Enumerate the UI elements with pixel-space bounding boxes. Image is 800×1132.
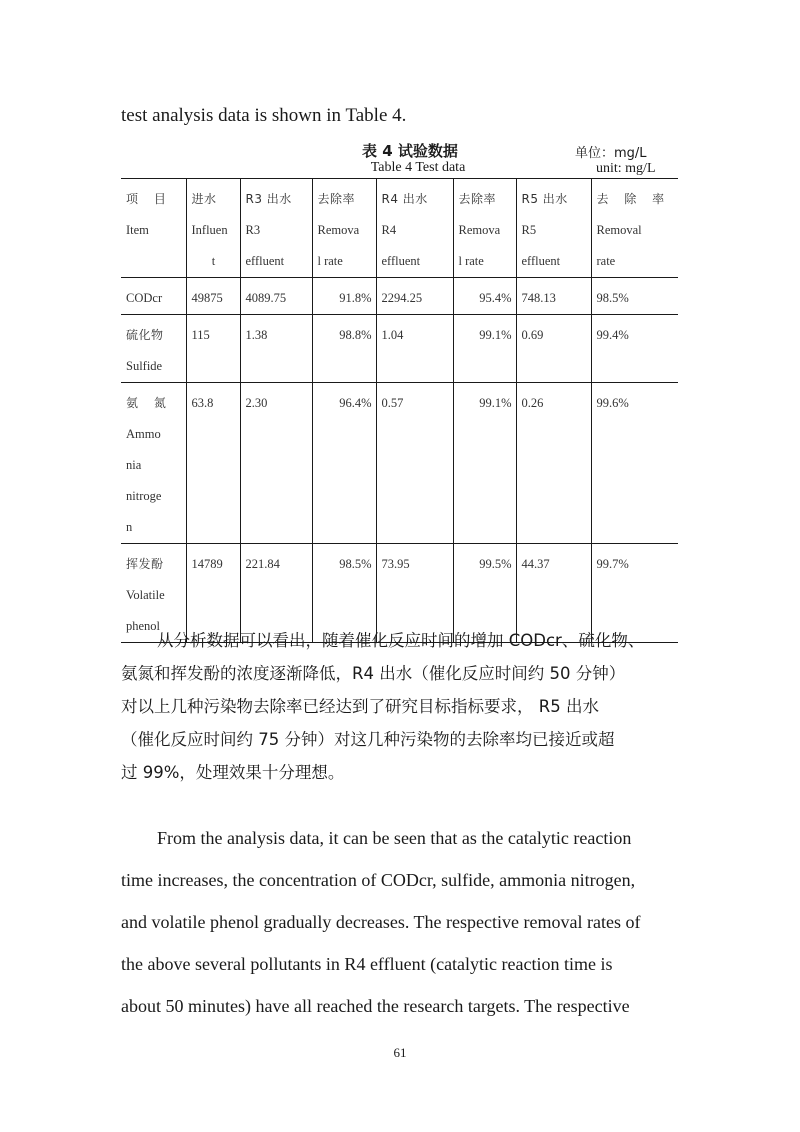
row-item-cell	[121, 315, 186, 383]
table-row	[121, 383, 678, 544]
table-cell: 98.8%	[312, 315, 376, 383]
header-text: rate	[596, 254, 616, 268]
header-text: Remova	[458, 223, 501, 237]
paragraph-line-text: 从分析数据可以看出，随着催化反应时间的增加 CODcr、硫化物、	[157, 631, 645, 650]
paragraph-line: time increases, the concentration of CODcr, sulfide, ammonia nitrogen,	[121, 870, 636, 890]
header-text: 进水	[191, 192, 217, 206]
table-cell: 95.4%	[453, 278, 516, 315]
header-text: effluent	[521, 254, 561, 268]
row-item-text: phenol	[126, 619, 161, 633]
table-cell: 1.04	[376, 315, 453, 383]
paragraph-line-text: From the analysis data, it can be seen that as the catalytic reaction	[157, 828, 632, 848]
table-caption-en: Table 4 Test data	[370, 160, 466, 175]
test-data-table	[121, 178, 678, 643]
table-cell: 115	[186, 315, 240, 383]
row-item-text: CODcr	[126, 291, 163, 305]
row-item-text: 挥发酚	[126, 557, 164, 571]
table-cell: 14789	[186, 544, 240, 643]
row-item-text: Volatile	[126, 588, 165, 602]
table-cell: 748.13	[516, 278, 591, 315]
table-cell: 2.30	[240, 383, 312, 544]
table-row	[121, 315, 678, 383]
table-header-cell	[121, 179, 186, 278]
header-text: 去 除 率	[596, 192, 671, 206]
unit-label-cn: 单位：mg/L	[575, 146, 647, 161]
table-cell: 0.26	[516, 383, 591, 544]
table-header-row	[121, 179, 678, 278]
table-cell: 91.8%	[312, 278, 376, 315]
header-text: R5 出水	[521, 192, 568, 206]
header-text: t	[211, 254, 216, 268]
table-cell: 0.57	[376, 383, 453, 544]
paragraph-line: about 50 minutes) have all reached the research targets. The respective	[121, 996, 630, 1016]
header-text: R4	[381, 223, 397, 237]
header-text: R3 出水	[245, 192, 292, 206]
paragraph-line	[121, 624, 681, 657]
header-text: Removal	[596, 223, 642, 237]
paragraph-chinese	[121, 624, 681, 789]
header-text: 去除率	[458, 192, 497, 206]
intro-line: test analysis data is shown in Table 4.	[121, 105, 407, 126]
paragraph-english	[121, 817, 681, 1027]
row-item-text: 氨 氮	[126, 396, 172, 410]
paragraph-line: （催化反应时间约 75 分钟）对这几种污染物的去除率均已接近或超	[121, 730, 615, 749]
page-number: 61	[393, 1045, 407, 1060]
row-item-text: Ammo	[126, 427, 161, 441]
header-text: l rate	[317, 254, 343, 268]
table-header-cell	[453, 179, 516, 278]
row-item-text: nitroge	[126, 489, 162, 503]
table-cell: 99.4%	[591, 315, 678, 383]
table-cell: 0.69	[516, 315, 591, 383]
table-header-cell	[240, 179, 312, 278]
header-text: 项 目	[126, 192, 172, 206]
paragraph-line: 氨氮和挥发酚的浓度逐渐降低，R4 出水（催化反应时间约 50 分钟）	[121, 664, 626, 683]
table-cell: 99.5%	[453, 544, 516, 643]
row-item-cell	[121, 278, 186, 315]
table-cell: 99.1%	[453, 315, 516, 383]
table-cell: 2294.25	[376, 278, 453, 315]
table-row	[121, 278, 678, 315]
header-text: R5	[521, 223, 537, 237]
paragraph-line: and volatile phenol gradually decreases. The respective removal rates of	[121, 912, 641, 932]
table-cell: 63.8	[186, 383, 240, 544]
table-header-cell	[376, 179, 453, 278]
table-cell: 98.5%	[312, 544, 376, 643]
row-item-text: 硫化物	[126, 328, 164, 342]
row-item-text: Sulfide	[126, 359, 163, 373]
paragraph-line: the above several pollutants in R4 effluent (catalytic reaction time is	[121, 954, 613, 974]
unit-label-en: unit: mg/L	[596, 161, 656, 176]
paragraph-line	[121, 817, 681, 859]
table-cell: 1.38	[240, 315, 312, 383]
row-item-cell	[121, 383, 186, 544]
header-text: l rate	[458, 254, 484, 268]
header-text: Influen	[191, 223, 228, 237]
table-cell: 99.1%	[453, 383, 516, 544]
table-cell: 4089.75	[240, 278, 312, 315]
table-cell: 221.84	[240, 544, 312, 643]
table-cell: 99.7%	[591, 544, 678, 643]
header-text: Item	[126, 223, 149, 237]
header-text: R4 出水	[381, 192, 428, 206]
table-header-cell	[516, 179, 591, 278]
header-text: Remova	[317, 223, 360, 237]
table-cell: 99.6%	[591, 383, 678, 544]
table-cell: 96.4%	[312, 383, 376, 544]
row-item-text: nia	[126, 458, 142, 472]
table-cell: 73.95	[376, 544, 453, 643]
table-cell: 49875	[186, 278, 240, 315]
row-item-text: n	[126, 520, 133, 534]
table-header-cell	[591, 179, 678, 278]
header-text: 去除率	[317, 192, 356, 206]
table-header-cell	[186, 179, 240, 278]
paragraph-line: 对以上几种污染物去除率已经达到了研究目标指标要求， R5 出水	[121, 697, 599, 716]
paragraph-line: 过 99%，处理效果十分理想。	[121, 763, 345, 782]
table-cell: 44.37	[516, 544, 591, 643]
header-text: effluent	[245, 254, 285, 268]
header-text: effluent	[381, 254, 421, 268]
header-text: R3	[245, 223, 261, 237]
table-cell: 98.5%	[591, 278, 678, 315]
table-header-cell	[312, 179, 376, 278]
table-caption-cn: 表 4 试验数据	[362, 142, 458, 160]
